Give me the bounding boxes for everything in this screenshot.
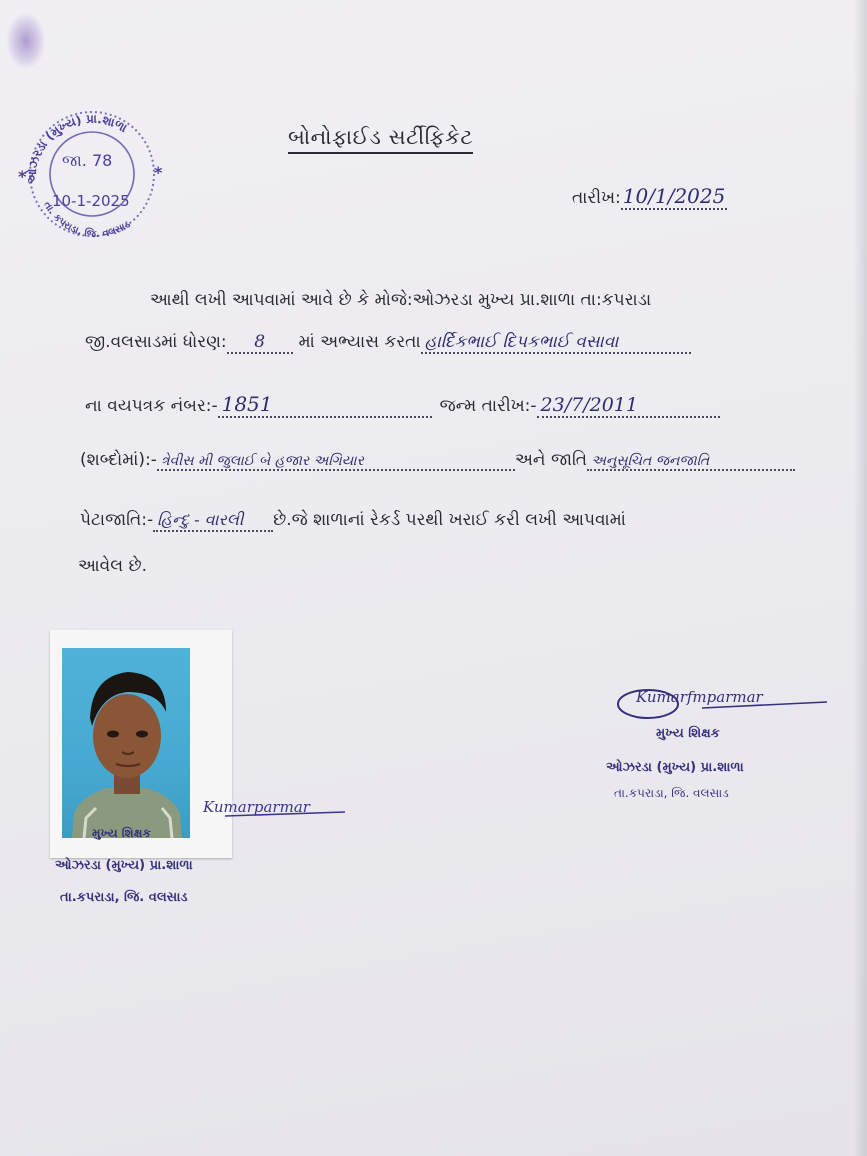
birth-date-label: જન્મ તારીખ:- (439, 396, 537, 416)
register-label: ના વયપત્રક નંબર:- (85, 396, 218, 416)
body-line-2 (85, 332, 691, 354)
stamp-inner-date: 10-1-2025 (52, 192, 130, 210)
photo-stamp-school: ઓઝરડા (મુખ્ય) પ્રા.શાળા (55, 858, 193, 873)
photo-signature-scribble (195, 790, 365, 830)
body-line-6: આવેલ છે. (78, 556, 148, 576)
body-line-3 (85, 392, 720, 418)
school-round-stamp (14, 104, 168, 242)
standard-label: જી.વલસાડમાં ધોરણ: (85, 332, 227, 352)
svg-text:*: * (154, 163, 163, 182)
svg-text:Kumarparmar: Kumarparmar (203, 798, 310, 816)
svg-text:*: * (18, 167, 27, 186)
date-label: તારીખ: (572, 188, 621, 208)
svg-text:Kumarfmparmar: Kumarfmparmar (636, 688, 763, 706)
body-line-1: આથી લખી આપવામાં આવે છે કે મોજે:ઓઝરડા મુખ્ય પ્રા.શાળા તા:કપરાડા (150, 290, 652, 310)
register-number: 1851 (218, 392, 432, 418)
date-value: 10/1/2025 (622, 184, 726, 208)
principal-school: ઓઝરડા (મુખ્ય) પ્રા.શાળા (606, 760, 744, 775)
caste-value: અનુસૂચિત જનજાતિ (587, 453, 795, 471)
principal-title: મુખ્ય શિક્ષક (656, 726, 720, 741)
date-row (572, 184, 727, 208)
birth-date-value: 23/7/2011 (537, 394, 720, 418)
body-line-4 (80, 450, 795, 471)
stamp-ring-text: ઓઝરડા (મુખ્ય) પ્રા.શાળા (24, 111, 130, 185)
certificate-title: બોનોફાઈડ સર્ટીફિકેટ (288, 125, 473, 154)
student-name: હાર્દિકભાઈ દિપકભાઈ વસાવા (421, 332, 691, 354)
photo-stamp-title: મુખ્ય શિક્ષક (92, 826, 151, 840)
record-statement: છે.જે શાળાનાં રેકર્ડ પરથી ખરાઈ કરી લખી આપવામાં (273, 510, 626, 530)
stamp-bottom-text: તા. કપરાડા, જિ. વલસાડ (41, 199, 133, 241)
principal-signature-block (606, 680, 832, 810)
photo-stamp-location: તા.કપરાડા, જિ. વલસાડ (60, 890, 188, 905)
body-line-5 (80, 510, 626, 532)
standard-value: 8 (227, 332, 293, 354)
birth-date-in-words: ત્રેવીસ મી જુલાઈ બે હજાર અગિયાર (157, 453, 515, 471)
ink-smudge (6, 12, 46, 70)
principal-signature-scribble (612, 680, 832, 726)
stamp-inner-number: જા. 78 (62, 151, 113, 170)
student-photo (62, 648, 190, 838)
caste-label: અને જાતિ (514, 450, 588, 470)
principal-location: તા.કપરાડા, જિ. વલસાડ (614, 786, 729, 800)
paper-edge-shadow (853, 0, 867, 1156)
studying-label: માં અભ્યાસ કરતા (298, 332, 421, 352)
subcaste-value: હિન્દુ - વારલી (153, 510, 273, 532)
subcaste-label: પેટાજાતિ:- (80, 510, 154, 530)
words-label: (શબ્દોમાં):- (80, 450, 157, 470)
